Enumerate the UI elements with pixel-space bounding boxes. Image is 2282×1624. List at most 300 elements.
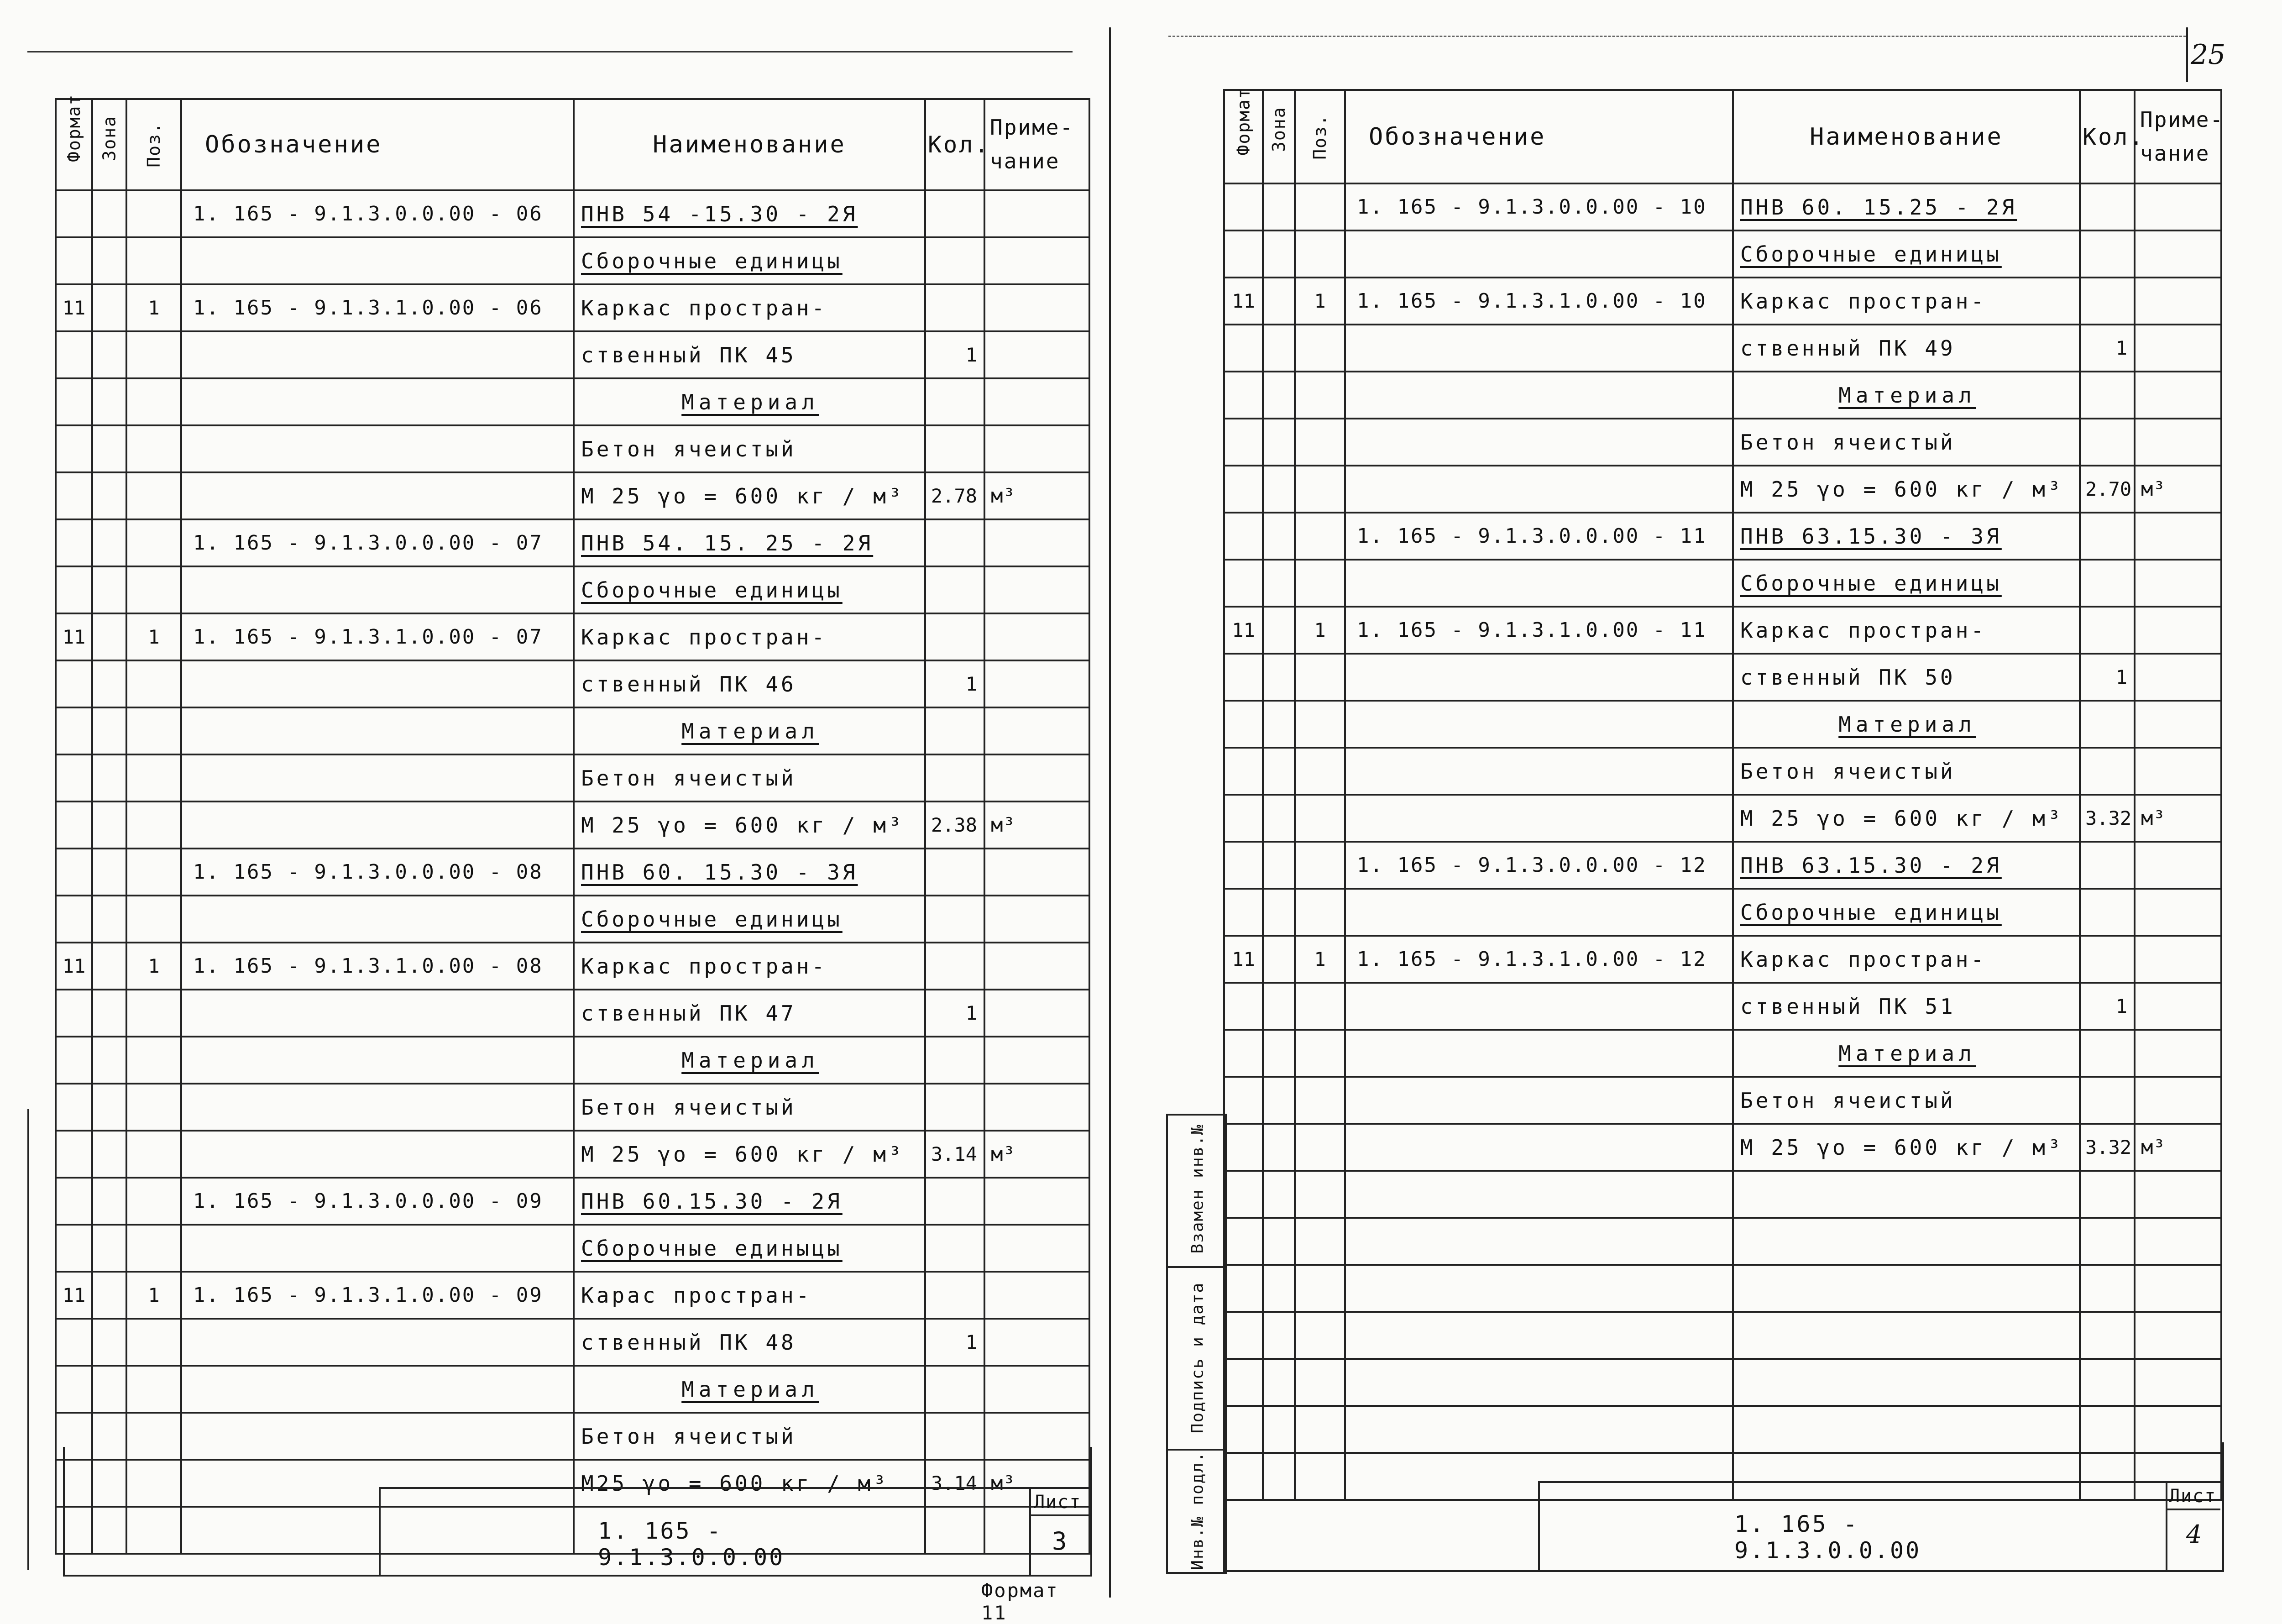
cell-zone <box>1263 889 1295 936</box>
cell-format <box>1224 466 1263 513</box>
header-qty: Кол. <box>2080 90 2135 183</box>
right-side-strip <box>1166 1114 1227 1574</box>
cell-name: Сборочные единицы <box>574 237 925 284</box>
cell-position <box>1295 842 1345 889</box>
cell-quantity <box>2080 1359 2135 1406</box>
cell-name: Бетон ячеистый <box>1733 748 2080 795</box>
cell-zone <box>92 802 126 849</box>
cell-zone <box>92 1178 126 1225</box>
table-row <box>1224 1077 2221 1124</box>
left-sheet-number-box <box>1029 1487 1031 1575</box>
cell-note <box>984 425 1089 472</box>
cell-note <box>984 566 1089 613</box>
cell-zone <box>1263 1030 1295 1077</box>
cell-format <box>1224 560 1263 607</box>
cell-designation: 1. 165 - 9.1.3.0.0.00 - 12 <box>1345 842 1733 889</box>
right-spec-table <box>1223 89 2222 1501</box>
header-designation: Обозначение <box>181 99 574 190</box>
cell-quantity <box>925 284 984 331</box>
right-spec-body <box>1224 183 2221 1500</box>
cell-name: Бетон ячеистый <box>1733 419 2080 466</box>
cell-name <box>1733 1218 2080 1265</box>
cell-note <box>2135 1312 2221 1359</box>
cell-position <box>1295 513 1345 560</box>
cell-zone <box>92 1272 126 1319</box>
cell-quantity: 1 <box>925 1319 984 1366</box>
table-row <box>1224 1030 2221 1077</box>
cell-designation <box>181 1037 574 1084</box>
cell-format <box>1224 1359 1263 1406</box>
cell-designation: 1. 165 - 9.1.3.0.0.00 - 09 <box>181 1178 574 1225</box>
cell-name <box>1733 1265 2080 1312</box>
cell-quantity: 1 <box>925 331 984 378</box>
table-row <box>1224 466 2221 513</box>
cell-quantity <box>2080 1265 2135 1312</box>
cell-designation <box>1345 983 1733 1030</box>
table-row <box>56 1178 1089 1225</box>
cell-position <box>1295 1171 1345 1218</box>
table-row <box>1224 748 2221 795</box>
cell-format <box>1224 231 1263 278</box>
cell-note <box>2135 325 2221 372</box>
cell-position: 1 <box>1295 607 1345 654</box>
top-rule-right <box>1168 36 2186 37</box>
cell-note <box>2135 748 2221 795</box>
cell-quantity <box>925 378 984 425</box>
table-row <box>1224 701 2221 748</box>
right-sheet-number-sep <box>2166 1509 2220 1510</box>
cell-name: Материал <box>574 1366 925 1413</box>
cell-name: Каркас простран- <box>1733 278 2080 325</box>
cell-designation <box>181 566 574 613</box>
cell-zone <box>1263 748 1295 795</box>
cell-note <box>984 943 1089 990</box>
table-row <box>1224 513 2221 560</box>
cell-note <box>2135 607 2221 654</box>
cell-name: ственный ПК 49 <box>1733 325 2080 372</box>
cell-format <box>56 519 92 566</box>
table-row <box>1224 183 2221 231</box>
cell-quantity <box>925 754 984 802</box>
cell-name: М 25 γo = 600 кг / м³ <box>1733 795 2080 842</box>
cell-format <box>56 802 92 849</box>
cell-format <box>1224 183 1263 231</box>
cell-zone <box>1263 607 1295 654</box>
cell-quantity: 2.38 <box>925 802 984 849</box>
cell-zone <box>92 707 126 754</box>
cell-quantity: 2.70 <box>2080 466 2135 513</box>
cell-position <box>126 566 181 613</box>
cell-zone <box>92 378 126 425</box>
cell-format <box>56 849 92 896</box>
cell-position <box>1295 889 1345 936</box>
cell-note <box>2135 654 2221 701</box>
cell-format: 11 <box>56 284 92 331</box>
cell-name: Каркас простран- <box>574 943 925 990</box>
cell-zone <box>1263 654 1295 701</box>
cell-note: м³ <box>984 1131 1089 1178</box>
cell-position <box>1295 560 1345 607</box>
cell-designation <box>181 1225 574 1272</box>
left-sheet-number-sep <box>1029 1514 1089 1516</box>
cell-name: Материал <box>574 378 925 425</box>
cell-quantity <box>2080 231 2135 278</box>
cell-position <box>126 754 181 802</box>
table-row <box>1224 654 2221 701</box>
cell-format <box>1224 1265 1263 1312</box>
cell-position <box>126 1319 181 1366</box>
cell-position <box>126 425 181 472</box>
cell-quantity <box>925 519 984 566</box>
cell-note <box>2135 560 2221 607</box>
cell-zone <box>92 1366 126 1413</box>
cell-designation <box>1345 1030 1733 1077</box>
cell-note <box>984 237 1089 284</box>
table-row <box>1224 1124 2221 1171</box>
left-sheet-number: 3 <box>1052 1527 1067 1556</box>
cell-zone <box>92 896 126 943</box>
cell-designation <box>181 990 574 1037</box>
cell-format <box>56 378 92 425</box>
cell-name: Сборочные единицы <box>1733 560 2080 607</box>
cell-designation <box>1345 325 1733 372</box>
cell-position <box>126 519 181 566</box>
cell-note <box>984 1366 1089 1413</box>
cell-name: М 25 γo = 600 кг / м³ <box>1733 1124 2080 1171</box>
cell-format <box>56 707 92 754</box>
table-row <box>56 849 1089 896</box>
cell-note <box>2135 983 2221 1030</box>
cell-quantity <box>925 1366 984 1413</box>
cell-name: Бетон ячеистый <box>574 1084 925 1131</box>
cell-name: Материал <box>1733 372 2080 419</box>
cell-quantity <box>925 1084 984 1131</box>
table-row <box>56 943 1089 990</box>
cell-designation <box>1345 231 1733 278</box>
cell-format <box>1224 795 1263 842</box>
cell-name: Бетон ячеистый <box>574 425 925 472</box>
table-row <box>56 1131 1089 1178</box>
cell-name: М 25 γo = 600 кг / м³ <box>574 472 925 519</box>
cell-zone <box>1263 419 1295 466</box>
cell-quantity: 3.14 <box>925 1460 984 1507</box>
cell-zone <box>1263 1359 1295 1406</box>
cell-zone <box>92 284 126 331</box>
cell-format: 11 <box>1224 607 1263 654</box>
cell-quantity <box>2080 278 2135 325</box>
cell-note <box>984 1037 1089 1084</box>
cell-designation <box>1345 1171 1733 1218</box>
cell-name: Материал <box>574 1037 925 1084</box>
cell-quantity <box>925 566 984 613</box>
cell-zone <box>1263 1171 1295 1218</box>
cell-name: Каркас простран- <box>574 613 925 660</box>
cell-zone <box>92 237 126 284</box>
cell-format <box>1224 1312 1263 1359</box>
cell-note <box>2135 1218 2221 1265</box>
cell-position <box>1295 1312 1345 1359</box>
table-row <box>1224 1359 2221 1406</box>
cell-quantity: 3.14 <box>925 1131 984 1178</box>
table-row <box>56 660 1089 707</box>
cell-name: ПНВ 60. 15.25 - 2Я <box>1733 183 2080 231</box>
cell-quantity <box>925 237 984 284</box>
cell-position <box>126 472 181 519</box>
cell-position <box>1295 795 1345 842</box>
cell-note <box>2135 1077 2221 1124</box>
cell-note: м³ <box>984 1460 1089 1507</box>
cell-position <box>126 1225 181 1272</box>
cell-quantity <box>925 425 984 472</box>
cell-quantity <box>925 896 984 943</box>
cell-position <box>1295 654 1345 701</box>
cell-quantity <box>2080 1171 2135 1218</box>
cell-quantity <box>2080 183 2135 231</box>
cell-position: 1 <box>126 284 181 331</box>
cell-format <box>1224 889 1263 936</box>
cell-note <box>984 990 1089 1037</box>
cell-format <box>56 1178 92 1225</box>
cell-name: ственный ПК 46 <box>574 660 925 707</box>
cell-position <box>1295 183 1345 231</box>
cell-format <box>1224 1124 1263 1171</box>
top-rule-left <box>27 51 1073 52</box>
cell-position <box>126 1178 181 1225</box>
cell-zone <box>92 1084 126 1131</box>
cell-format <box>56 425 92 472</box>
header-pos: Поз. <box>1295 90 1345 183</box>
cell-quantity: 1 <box>925 660 984 707</box>
cell-quantity: 1 <box>2080 325 2135 372</box>
cell-note: м³ <box>984 802 1089 849</box>
cell-designation: 1. 165 - 9.1.3.0.0.00 - 07 <box>181 519 574 566</box>
cell-name: М 25 γo = 600 кг / м³ <box>574 802 925 849</box>
cell-zone <box>1263 1124 1295 1171</box>
page-number-rule <box>2186 27 2188 82</box>
table-row <box>1224 325 2221 372</box>
cell-name: ПНВ 60.15.30 - 2Я <box>574 1178 925 1225</box>
cell-format <box>56 1084 92 1131</box>
table-row <box>56 190 1089 237</box>
cell-position: 1 <box>126 1272 181 1319</box>
cell-designation <box>181 1319 574 1366</box>
cell-name <box>1733 1359 2080 1406</box>
cell-format <box>1224 419 1263 466</box>
table-row <box>1224 560 2221 607</box>
cell-position <box>126 707 181 754</box>
cell-zone <box>1263 795 1295 842</box>
cell-name: Сборочные единыцы <box>574 1225 925 1272</box>
cell-position <box>1295 1265 1345 1312</box>
cell-name: Материал <box>1733 701 2080 748</box>
cell-format <box>1224 1171 1263 1218</box>
cell-designation <box>1345 701 1733 748</box>
cell-format <box>1224 1218 1263 1265</box>
cell-zone <box>1263 513 1295 560</box>
cell-name: Бетон ячеистый <box>1733 1077 2080 1124</box>
cell-designation <box>181 896 574 943</box>
cell-format: 11 <box>56 943 92 990</box>
cell-note <box>2135 372 2221 419</box>
cell-name: Бетон ячеистый <box>574 1413 925 1460</box>
cell-designation <box>1345 748 1733 795</box>
cell-zone <box>92 754 126 802</box>
cell-designation: 1. 165 - 9.1.3.0.0.00 - 10 <box>1345 183 1733 231</box>
cell-position <box>126 849 181 896</box>
cell-format: 11 <box>1224 936 1263 983</box>
cell-format <box>1224 842 1263 889</box>
cell-position <box>126 990 181 1037</box>
header-qty: Кол. <box>925 99 984 190</box>
cell-zone <box>92 1037 126 1084</box>
cell-quantity: 1 <box>925 990 984 1037</box>
cell-format: 11 <box>56 613 92 660</box>
cell-format <box>56 331 92 378</box>
cell-name: М 25 γo = 600 кг / м³ <box>1733 466 2080 513</box>
header-format: Формат <box>56 99 92 190</box>
cell-note <box>984 1225 1089 1272</box>
cell-designation <box>181 754 574 802</box>
cell-format <box>1224 372 1263 419</box>
cell-name: Сборочные единицы <box>1733 231 2080 278</box>
cell-note <box>2135 1359 2221 1406</box>
cell-note <box>2135 278 2221 325</box>
cell-position <box>1295 983 1345 1030</box>
cell-name <box>1733 1312 2080 1359</box>
cell-zone <box>92 190 126 237</box>
cell-designation <box>181 1366 574 1413</box>
cell-format <box>56 896 92 943</box>
table-row <box>56 896 1089 943</box>
header-name: Наименование <box>1733 90 2080 183</box>
cell-note <box>984 1084 1089 1131</box>
cell-format <box>1224 748 1263 795</box>
cell-zone <box>1263 701 1295 748</box>
cell-note <box>984 378 1089 425</box>
cell-format <box>56 566 92 613</box>
cell-note <box>984 849 1089 896</box>
cell-position <box>126 331 181 378</box>
cell-position <box>1295 419 1345 466</box>
table-row <box>1224 1218 2221 1265</box>
cell-designation: 1. 165 - 9.1.3.1.0.00 - 06 <box>181 284 574 331</box>
header-pos: Поз. <box>126 99 181 190</box>
cell-note <box>2135 701 2221 748</box>
cell-quantity <box>2080 1218 2135 1265</box>
header-note: Приме- чание <box>984 99 1089 190</box>
cell-designation: 1. 165 - 9.1.3.1.0.00 - 12 <box>1345 936 1733 983</box>
header-format: Формат <box>1224 90 1263 183</box>
cell-quantity <box>925 707 984 754</box>
cell-zone <box>1263 372 1295 419</box>
cell-quantity <box>2080 748 2135 795</box>
cell-position <box>126 190 181 237</box>
cell-quantity <box>925 943 984 990</box>
cell-designation <box>181 1084 574 1131</box>
cell-position <box>1295 325 1345 372</box>
table-row <box>56 1366 1089 1413</box>
cell-designation <box>181 472 574 519</box>
cell-quantity <box>2080 701 2135 748</box>
cell-designation <box>1345 466 1733 513</box>
table-row <box>1224 1171 2221 1218</box>
cell-designation <box>1345 560 1733 607</box>
right-sheet-number-box <box>2166 1481 2167 1570</box>
cell-designation <box>1345 1218 1733 1265</box>
cell-designation: 1. 165 - 9.1.3.0.0.00 - 06 <box>181 190 574 237</box>
cell-position <box>126 378 181 425</box>
cell-note <box>2135 513 2221 560</box>
table-row <box>56 1225 1089 1272</box>
cell-position <box>1295 372 1345 419</box>
cell-zone <box>1263 278 1295 325</box>
cell-designation <box>181 425 574 472</box>
cell-position: 1 <box>126 943 181 990</box>
cell-designation <box>1345 1359 1733 1406</box>
table-row <box>56 754 1089 802</box>
cell-position: 1 <box>126 613 181 660</box>
cell-name: Карас простран- <box>574 1272 925 1319</box>
cell-zone <box>1263 231 1295 278</box>
cell-format <box>56 1037 92 1084</box>
cell-quantity <box>925 1037 984 1084</box>
cell-quantity <box>925 613 984 660</box>
cell-position <box>126 896 181 943</box>
cell-designation: 1. 165 - 9.1.3.1.0.00 - 11 <box>1345 607 1733 654</box>
table-row <box>56 472 1089 519</box>
cell-quantity <box>2080 936 2135 983</box>
cell-zone <box>1263 842 1295 889</box>
cell-position <box>1295 1359 1345 1406</box>
cell-format <box>1224 701 1263 748</box>
cell-zone <box>92 1131 126 1178</box>
cell-designation <box>181 237 574 284</box>
cell-quantity <box>2080 513 2135 560</box>
cell-designation <box>1345 795 1733 842</box>
cell-quantity <box>2080 607 2135 654</box>
cell-zone <box>92 660 126 707</box>
cell-zone <box>92 849 126 896</box>
cell-format <box>56 1131 92 1178</box>
cell-quantity <box>2080 1030 2135 1077</box>
cell-name: ственный ПК 51 <box>1733 983 2080 1030</box>
header-designation: Обозначение <box>1345 90 1733 183</box>
cell-quantity <box>2080 372 2135 419</box>
cell-quantity <box>925 1178 984 1225</box>
cell-format <box>56 660 92 707</box>
cell-note: м³ <box>2135 466 2221 513</box>
cell-name: ПНВ 54. 15. 25 - 2Я <box>574 519 925 566</box>
cell-zone <box>92 1319 126 1366</box>
cell-zone <box>1263 1265 1295 1312</box>
cell-note <box>2135 183 2221 231</box>
cell-note <box>984 1319 1089 1366</box>
cell-designation: 1. 165 - 9.1.3.1.0.00 - 10 <box>1345 278 1733 325</box>
cell-note: м³ <box>2135 1124 2221 1171</box>
cell-quantity <box>2080 560 2135 607</box>
cell-designation <box>1345 889 1733 936</box>
cell-zone <box>92 943 126 990</box>
cell-position <box>1295 231 1345 278</box>
cell-name: Сборочные единицы <box>574 896 925 943</box>
cell-designation: 1. 165 - 9.1.3.0.0.00 - 08 <box>181 849 574 896</box>
cell-designation <box>1345 1124 1733 1171</box>
cell-name: ственный ПК 50 <box>1733 654 2080 701</box>
cell-note <box>984 660 1089 707</box>
center-fold-line <box>1109 27 1111 1598</box>
cell-name: Сборочные единицы <box>1733 889 2080 936</box>
cell-name <box>1733 1171 2080 1218</box>
